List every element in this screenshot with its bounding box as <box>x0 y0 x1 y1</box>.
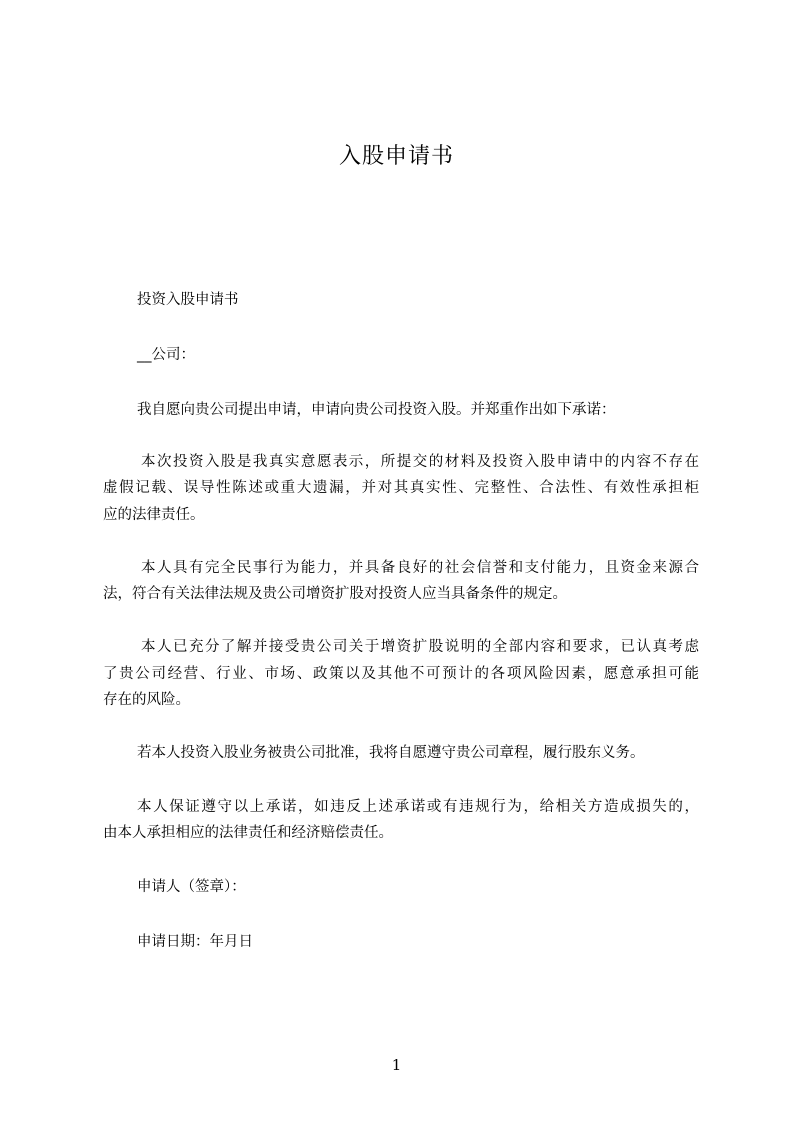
paragraph-5-line-1: 本人保证遵守以上承诺，如违反上述承诺或有违规行为，给相关方造成损失的， <box>137 799 699 815</box>
paragraph-3-line-2: 了贵公司经营、行业、市场、政策以及其他不可预计的各项风险因素，愿意承担可能 <box>103 666 699 682</box>
page-number: 1 <box>391 1056 402 1074</box>
paragraph-2-line-1: 本人具有完全民事行为能力，并具备良好的社会信誉和支付能力，且资金来源合 <box>141 560 699 576</box>
applicant-signature-line: 申请人（签章）： <box>137 879 246 895</box>
paragraph-4: 若本人投资入股业务被贵公司批准，我将自愿遵守贵公司章程，履行股东义务。 <box>137 745 645 761</box>
paragraph-2-line-2: 法，符合有关法律法规及贵公司增资扩股对投资人应当具备条件的规定。 <box>103 586 567 602</box>
document-title: 入股申请书 <box>338 144 454 169</box>
application-date-line: 申请日期：年月日 <box>137 934 253 950</box>
paragraph-3-line-3: 存在的风险。 <box>103 692 190 708</box>
addressee: __公司： <box>137 347 195 363</box>
paragraph-1-line-2: 虚假记载、误导性陈述或重大遗漏，并对其真实性、完整性、合法性、有效性承担柜 <box>103 480 699 496</box>
heading: 投资入股申请书 <box>137 292 239 308</box>
paragraph-1-line-1: 本次投资入股是我真实意愿表示，所提交的材料及投资入股申请中的内容不存在 <box>141 454 699 470</box>
paragraph-3-line-1: 本人已充分了解并接受贵公司关于增资扩股说明的全部内容和要求，已认真考虑 <box>141 639 699 655</box>
intro-paragraph: 我自愿向贵公司提出申请，申请向贵公司投资入股。并郑重作出如下承诺： <box>137 402 616 418</box>
paragraph-1-line-3: 应的法律责任。 <box>103 507 205 523</box>
paragraph-5-line-2: 由本人承担相应的法律责任和经济赔偿责任。 <box>103 825 393 841</box>
